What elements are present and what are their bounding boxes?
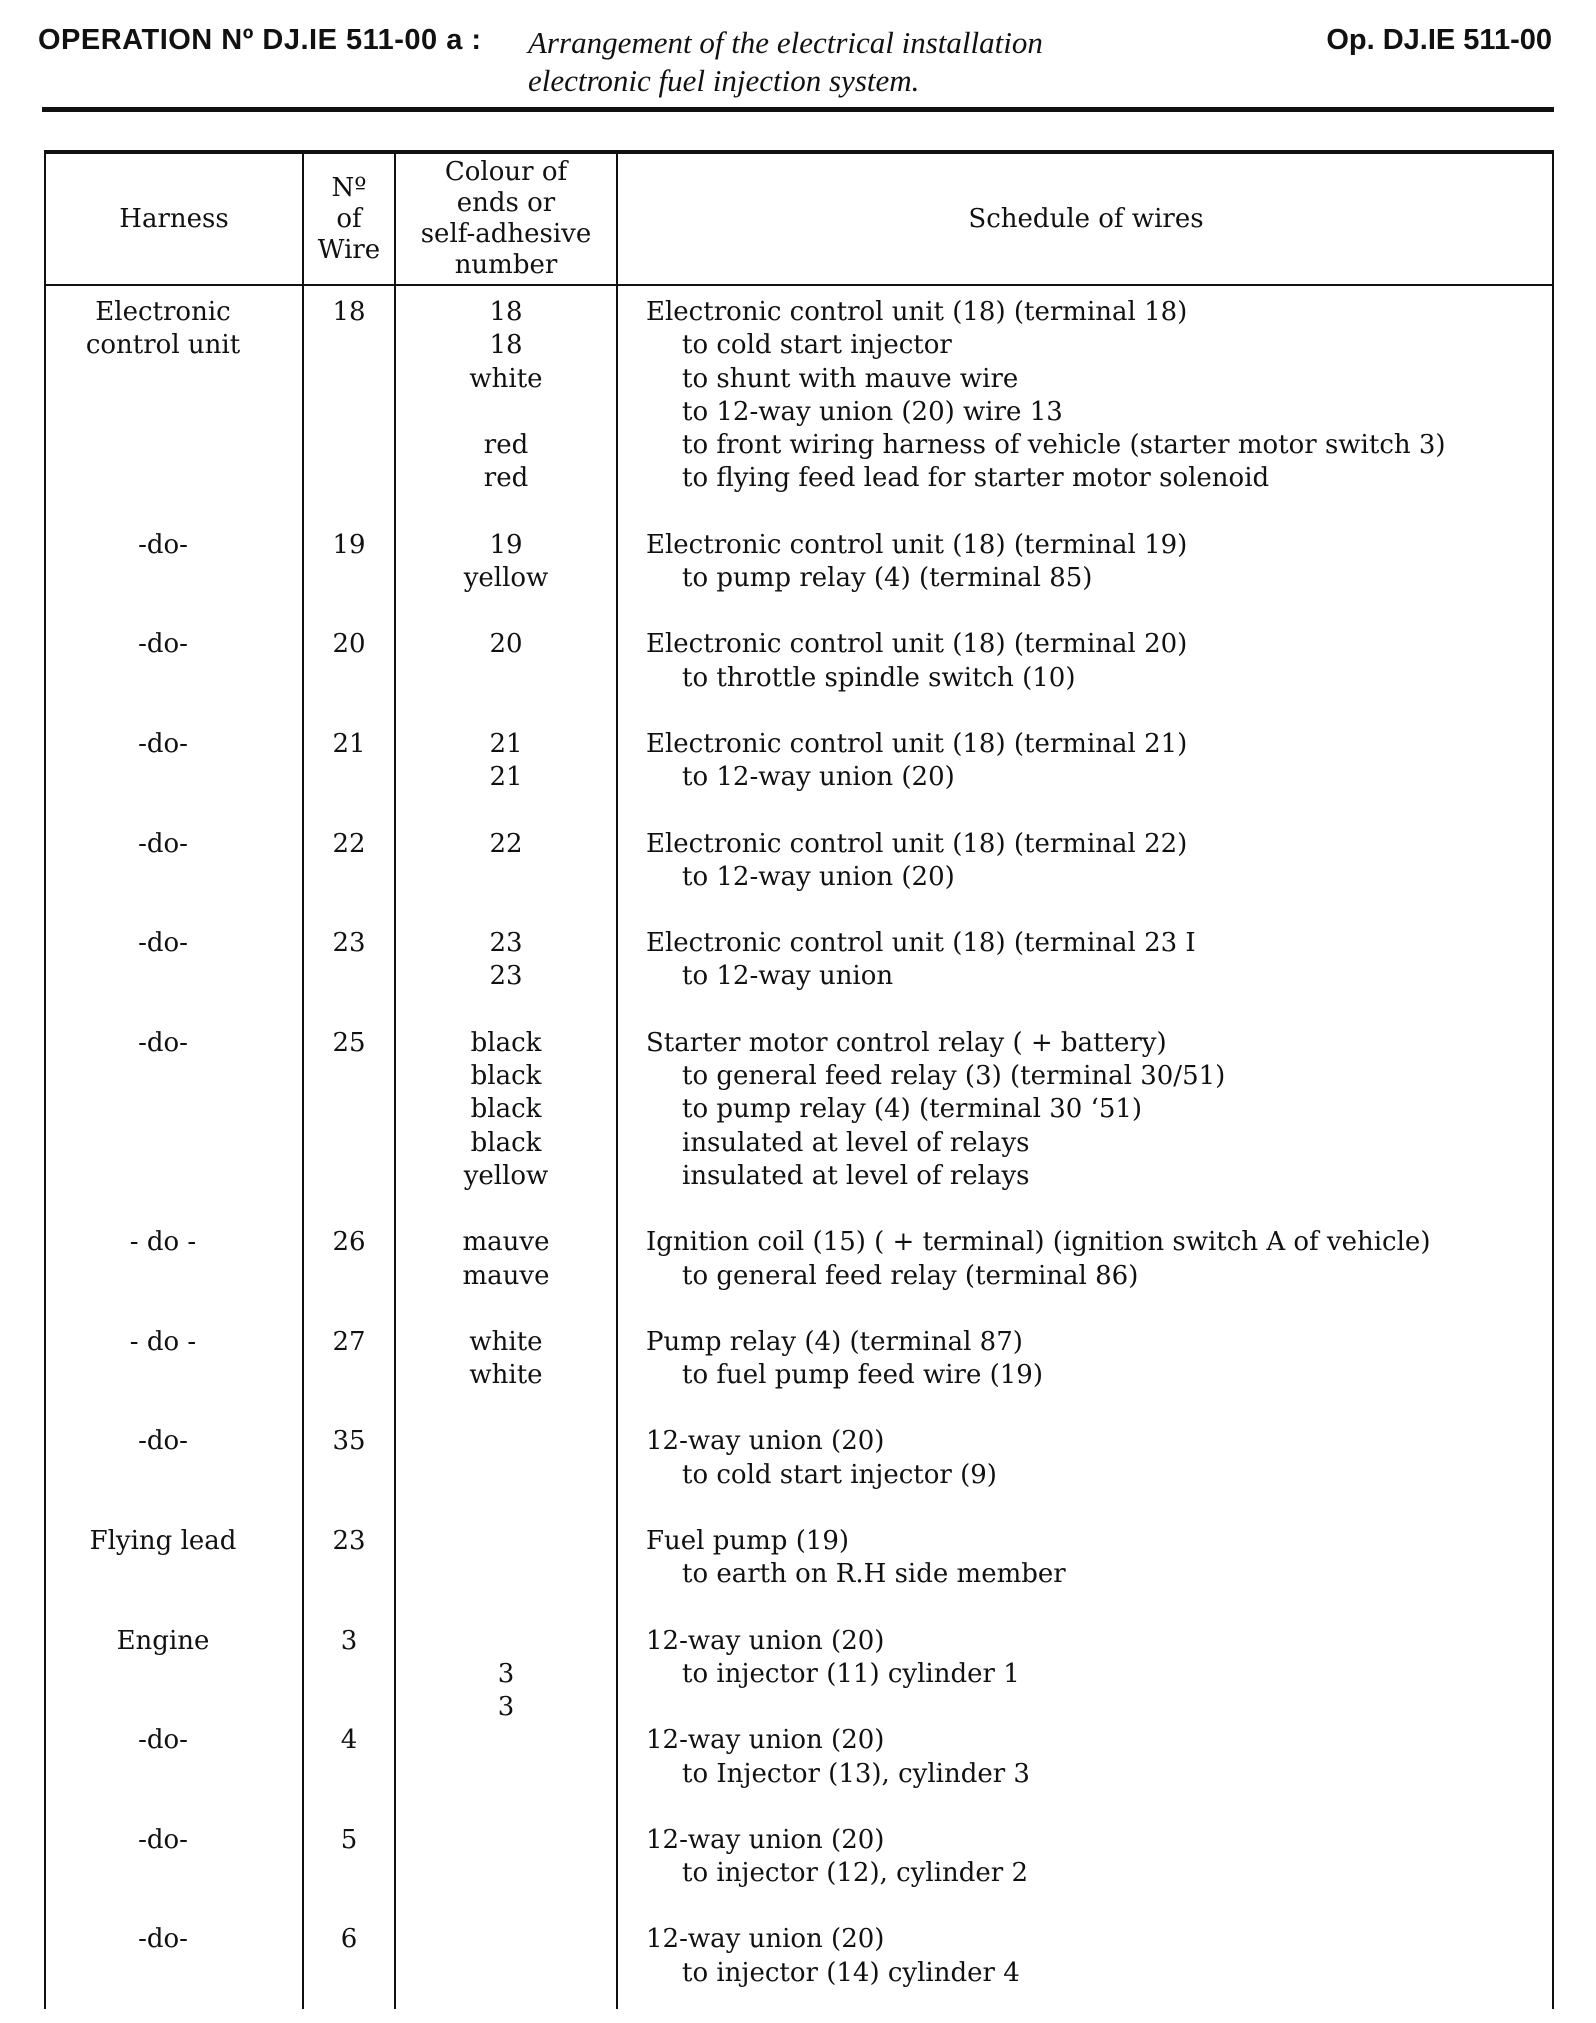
harness-text: - do -: [129, 1326, 197, 1357]
harness-text: -do-: [138, 928, 188, 959]
schedule-destination: to general feed relay (3) (terminal 30/51): [682, 1061, 1226, 1092]
schedule-source: 12-way union (20): [646, 1625, 885, 1656]
colour-text: yellow: [463, 563, 549, 594]
schedule-source: Fuel pump (19): [646, 1526, 850, 1557]
colour-text: 20: [489, 629, 523, 660]
schedule-destination: to 12-way union (20) wire 13: [682, 396, 1063, 427]
schedule-destination: to cold start injector: [682, 330, 952, 361]
colour-text: [396, 1625, 616, 1658]
schedule-destination: to 12-way union (20): [682, 762, 955, 793]
colour-cell: [396, 529, 616, 596]
column-header-wire-no: Nº of Wire: [317, 172, 381, 265]
wire-number-cell: 20: [332, 629, 366, 660]
schedule-destination: to front wiring harness of vehicle (starter motor switch 3): [682, 430, 1446, 461]
schedule-destination: to flying feed lead for starter motor solenoid: [682, 463, 1270, 494]
schedule-cell: [646, 828, 1546, 895]
colour-text: 22: [489, 828, 523, 859]
colour-cell: [396, 828, 616, 861]
colour-text: black: [470, 1061, 542, 1092]
schedule-source: Pump relay (4) (terminal 87): [646, 1326, 1023, 1357]
table-row: [46, 1525, 1554, 1625]
harness-cell: [46, 1425, 280, 1458]
harness-cell: [46, 1027, 280, 1060]
table-row: [46, 296, 1554, 529]
colour-text: white: [469, 1360, 543, 1391]
schedule-cell: [646, 927, 1546, 994]
operation-title: [528, 24, 1043, 100]
table-row: [46, 529, 1554, 629]
colour-text: red: [483, 430, 529, 461]
schedule-source: Electronic control unit (18) (terminal 22): [646, 828, 1188, 859]
colour-text: mauve: [462, 1260, 550, 1291]
schedule-cell: [646, 1525, 1546, 1592]
schedule-destination: to shunt with mauve wire: [682, 363, 1019, 394]
wire-number-cell: 18: [332, 297, 366, 327]
wire-number-cell: 23: [332, 928, 366, 959]
schedule-source: Electronic control unit (18) (terminal 18): [646, 297, 1188, 327]
wire-number-cell: 26: [332, 1227, 366, 1258]
colour-text: black: [470, 1027, 542, 1058]
schedule-source: Ignition coil (15) ( + terminal) (ignition switch A of vehicle): [646, 1227, 1431, 1258]
harness-cell: [46, 529, 280, 562]
wire-schedule-table: [44, 150, 1554, 2009]
schedule-source: Electronic control unit (18) (terminal 20): [646, 629, 1188, 660]
schedule-source: 12-way union (20): [646, 1924, 885, 1955]
table-row: [46, 1027, 1554, 1226]
schedule-destination: to pump relay (4) (terminal 85): [682, 563, 1093, 594]
table-row: [46, 1226, 1554, 1326]
colour-cell: [396, 1027, 616, 1193]
colour-cell: [396, 728, 616, 795]
colour-text: white: [469, 1326, 543, 1357]
wire-number-cell: 19: [332, 529, 366, 560]
table-row: [46, 927, 1554, 1027]
colour-text: 21: [489, 762, 523, 793]
operation-reference: Op. DJ.IE 511-00: [1326, 24, 1552, 56]
schedule-cell: [646, 1923, 1546, 1990]
harness-text: Flying lead: [89, 1526, 237, 1557]
column-header-colour: Colour of ends or self-adhesive number: [420, 157, 592, 280]
harness-cell: [46, 296, 280, 363]
schedule-destination: to 12-way union (20): [682, 861, 955, 892]
colour-text: mauve: [462, 1227, 550, 1258]
column-header-schedule: Schedule of wires: [968, 203, 1204, 234]
colour-text: 18: [489, 297, 523, 327]
harness-text: -do-: [138, 728, 188, 759]
schedule-cell: [646, 1027, 1546, 1193]
colour-text: white: [469, 363, 543, 394]
schedule-cell: [646, 728, 1546, 795]
wire-number-cell: 21: [332, 728, 366, 759]
harness-text: control unit: [85, 330, 241, 361]
schedule-destination: to injector (11) cylinder 1: [682, 1658, 1020, 1689]
harness-text: -do-: [138, 828, 188, 859]
harness-cell: [46, 828, 280, 861]
colour-text: [396, 396, 616, 429]
schedule-cell: [646, 1625, 1546, 1692]
wire-number-cell: 27: [332, 1326, 366, 1357]
harness-text: -do-: [138, 629, 188, 660]
wire-number-cell: 23: [332, 1526, 366, 1557]
harness-cell: [46, 1923, 280, 1956]
colour-text: 21: [489, 728, 523, 759]
harness-cell: [46, 728, 280, 761]
harness-cell: [46, 628, 280, 661]
colour-cell: [396, 1625, 616, 1725]
schedule-destination: to fuel pump feed wire (19): [682, 1360, 1043, 1391]
wire-number-cell: 22: [332, 828, 366, 859]
schedule-source: Starter motor control relay ( + battery): [646, 1027, 1167, 1058]
colour-text: yellow: [463, 1160, 549, 1191]
colour-text: 23: [489, 961, 523, 992]
schedule-cell: [646, 1226, 1546, 1293]
wire-number-cell: 6: [340, 1924, 358, 1955]
schedule-destination: to Injector (13), cylinder 3: [682, 1758, 1030, 1789]
schedule-cell: [646, 1326, 1546, 1393]
colour-text: 23: [489, 928, 523, 959]
column-header-harness: Harness: [119, 203, 229, 234]
schedule-source: 12-way union (20): [646, 1426, 885, 1457]
schedule-cell: [646, 1824, 1546, 1891]
colour-cell: [396, 927, 616, 994]
harness-cell: [46, 1824, 280, 1857]
table-row: [46, 1425, 1554, 1525]
harness-text: -do-: [138, 1027, 188, 1058]
schedule-destination: to general feed relay (terminal 86): [682, 1260, 1139, 1291]
colour-text: red: [483, 463, 529, 494]
schedule-source: Electronic control unit (18) (terminal 23 I: [646, 928, 1196, 959]
schedule-destination: insulated at level of relays: [682, 1160, 1030, 1191]
harness-cell: [46, 1625, 280, 1658]
schedule-cell: [646, 529, 1546, 596]
harness-text: -do-: [138, 1725, 188, 1756]
wire-number-cell: 5: [340, 1824, 358, 1855]
colour-text: black: [470, 1127, 542, 1158]
schedule-destination: to 12-way union: [682, 961, 894, 992]
table-row: [46, 1724, 1554, 1824]
header-rule: [42, 107, 1554, 112]
wire-number-cell: 25: [332, 1027, 366, 1058]
title-line-2: electronic fuel injection system.: [528, 63, 920, 98]
schedule-destination: to earth on R.H side member: [682, 1559, 1066, 1590]
harness-cell: [46, 1525, 280, 1558]
harness-cell: [46, 927, 280, 960]
colour-text: 3: [497, 1692, 515, 1723]
table-row: [46, 828, 1554, 928]
harness-text: -do-: [138, 1426, 188, 1457]
operation-number: OPERATION Nº DJ.IE 511-00 a :: [38, 24, 482, 56]
schedule-cell: [646, 628, 1546, 695]
table-row: [46, 1923, 1554, 2023]
table-row: [46, 1625, 1554, 1725]
title-line-1: Arrangement of the electrical installation: [528, 25, 1043, 60]
harness-text: - do -: [129, 1227, 197, 1258]
schedule-destination: insulated at level of relays: [682, 1127, 1030, 1158]
schedule-cell: [646, 1724, 1546, 1791]
colour-text: 3: [497, 1658, 515, 1689]
colour-text: 19: [489, 529, 523, 560]
schedule-source: 12-way union (20): [646, 1824, 885, 1855]
wire-number-cell: 3: [340, 1625, 358, 1656]
schedule-destination: to injector (12), cylinder 2: [682, 1858, 1029, 1889]
schedule-destination: to throttle spindle switch (10): [682, 662, 1076, 693]
wire-number-cell: 35: [332, 1426, 366, 1457]
table-body: [46, 296, 1554, 2023]
colour-cell: [396, 628, 616, 661]
schedule-cell: [646, 296, 1546, 496]
table-row: [46, 1824, 1554, 1924]
schedule-source: Electronic control unit (18) (terminal 21): [646, 728, 1188, 759]
colour-cell: [396, 1226, 616, 1293]
schedule-source: Electronic control unit (18) (terminal 19): [646, 529, 1188, 560]
page-header: [0, 0, 1596, 120]
table-row: [46, 728, 1554, 828]
harness-text: Engine: [116, 1625, 210, 1656]
harness-cell: [46, 1326, 280, 1359]
harness-cell: [46, 1724, 280, 1757]
harness-text: -do-: [138, 1824, 188, 1855]
schedule-destination: to pump relay (4) (terminal 30 ‘51): [682, 1094, 1143, 1125]
schedule-destination: to cold start injector (9): [682, 1459, 997, 1490]
harness-text: -do-: [138, 529, 188, 560]
schedule-source: 12-way union (20): [646, 1725, 885, 1756]
colour-text: black: [470, 1094, 542, 1125]
wire-number-cell: 4: [340, 1725, 358, 1756]
table-row: [46, 1326, 1554, 1426]
harness-cell: [46, 1226, 280, 1259]
header-divider: [46, 284, 1552, 286]
harness-text: Electronic: [95, 297, 231, 327]
schedule-cell: [646, 1425, 1546, 1492]
colour-text: 18: [489, 330, 523, 361]
harness-text: -do-: [138, 1924, 188, 1955]
colour-cell: [396, 296, 616, 496]
colour-cell: [396, 1326, 616, 1393]
table-row: [46, 628, 1554, 728]
schedule-destination: to injector (14) cylinder 4: [682, 1957, 1020, 1988]
